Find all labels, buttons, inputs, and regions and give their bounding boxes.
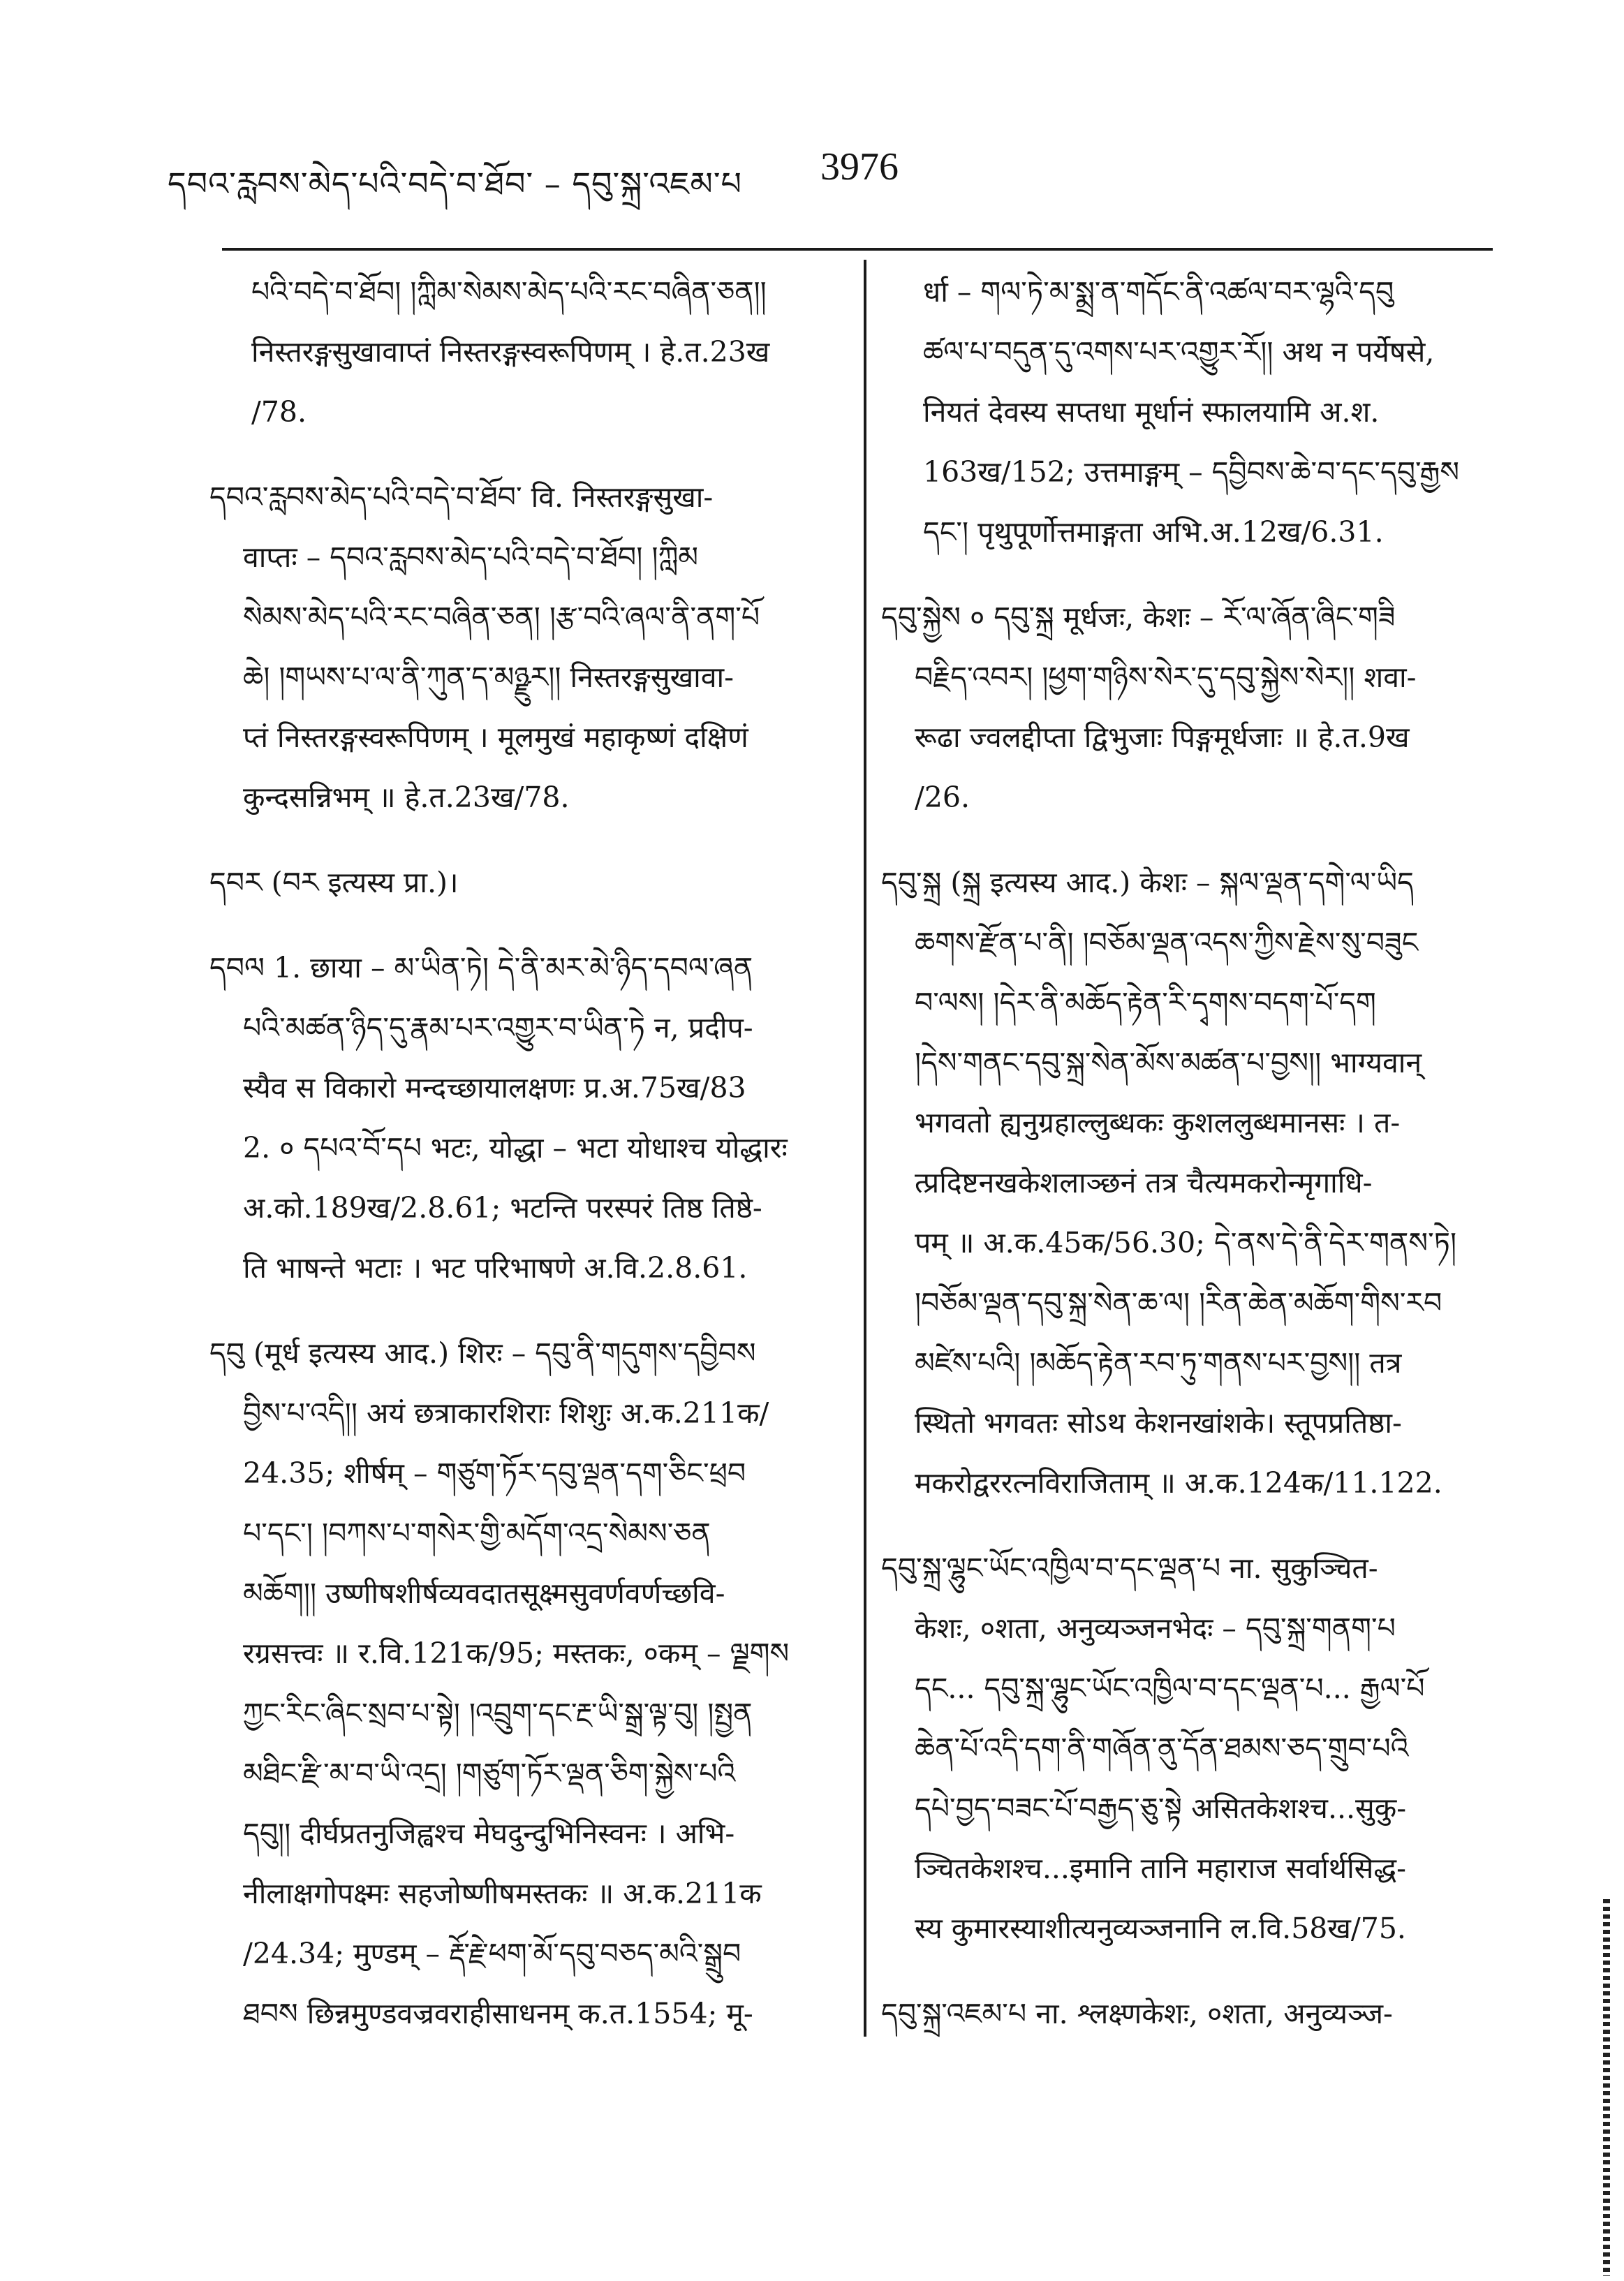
entry-text-line: །དེས་གནང་དབུ་སྐྲ་སེན་མོས་མཚན་པ་བྱས།། भाग्यवान् <box>915 1046 1422 1079</box>
dictionary-entry <box>881 1984 1496 2044</box>
right-column <box>881 262 1496 2069</box>
dictionary-entry <box>209 1323 810 2044</box>
entry-text-line: भगवतो ह्यनुग्रहाल्लुब्धकः कुशललुब्धमानसः । त- <box>915 1106 1401 1139</box>
entry-text-line: 24.35; शीर्षम् – གཙུག་ཏོར་དབུ་ལྡན་དག་ཅིང་ཕྲབ <box>243 1456 746 1490</box>
entry-headword-line: དབར (བར इत्यस्य प्रा.)। <box>209 866 459 899</box>
scan-edge-mark <box>1603 1899 1610 2276</box>
entry-text-line: དང་། पृथुपूर्णोत्तमाङ्गता अभि.अ.12ख/6.31. <box>923 515 1384 549</box>
entry-text-line: དབུ།། दीर्घप्रतनुजिह्वश्च मेघदुन्दुभिनिस्वनः । अभि- <box>243 1817 735 1850</box>
entry-headword-line: དབའ་རླབས་མེད་པའི་བདེ་བ་ཐོབ་ वि. निस्तरङ्गसुखा- <box>209 480 714 514</box>
entry-text-line: པའི་མཚན་ཉིད་དུ་རྣམ་པར་འགྱུར་བ་ཡིན་ཏེ न, प्रदीप- <box>243 1011 753 1044</box>
column-divider <box>864 260 866 2037</box>
entry-text-line: केशः, ०शता, अनुव्यञ्जनभेदः – དབུ་སྐྲ་གནག་པ <box>915 1611 1396 1645</box>
entry-text-line: कुन्दसन्निभम् ॥ हे.त.23ख/78. <box>243 781 570 814</box>
dictionary-entry <box>209 262 810 442</box>
entry-text-line: །བཅོམ་ལྡན་དབུ་སྐྲ་སེན་ཆ་ལ། །རིན་ཆེན་མཆོག་གིས་རབ <box>915 1286 1442 1320</box>
entry-text-line: 2. ० དཔའ་བོ་དཔ भटः, योद्धा – भटा योधाश्च योद्धारः <box>243 1131 788 1165</box>
entry-text-line: वाप्तः – དབའ་རླབས་མེད་པའི་བདེ་བ་ཐོབ། །ཀླིམ <box>243 540 699 574</box>
entry-text-line: मकरोद्वररत्नविराजिताम् ॥ अ.क.124क/11.122. <box>915 1466 1442 1500</box>
dictionary-entry <box>881 587 1496 827</box>
entry-text-line: प्तं निस्तरङ्गस्वरूपिणम् । मूलमुखं महाकृष्णं दक्षिणं <box>243 721 748 754</box>
entry-text-line: མཆོག།། उष्णीषशीर्षव्यवदातसूक्ष्मसुवर्णवर्णच्छवि- <box>243 1577 725 1610</box>
running-head: དབའ་རླབས་མེད་པའི་བདེ་བ་ཐོབ་ – དབུ་སྐྲ་འཇམ་པ <box>168 165 742 202</box>
page-number: 3976 <box>820 145 899 189</box>
entry-headword-line: དབལ 1. छाया – མ་ཡིན་ཏེ། དེ་ནི་མར་མེ་ཉིད་དབལ་ཞན <box>209 951 753 984</box>
entry-text-line: स्यैव स विकारो मन्दच्छायालक्षणः प्र.अ.75ख/83 <box>243 1071 746 1105</box>
entry-text-line: नियतं देवस्य सप्तधा मूर्धानं स्फालयामि अ.श. <box>923 395 1380 429</box>
entry-text-line: निस्तरङ्गसुखावाप्तं निस्तरङ्गस्वरूपिणम् । हे.त.23ख <box>251 335 770 369</box>
entry-text-line: 163ख/152; उत्तमाङ्गम् – དབྱིབས་ཆེ་བ་དང་དབུ་རྒྱས <box>923 455 1460 489</box>
entry-text-line: ཆགས་རྫོན་པ་ནི། །བཅོམ་ལྡན་འདས་ཀྱིས་རྗེས་སུ་བཟུང <box>915 926 1419 959</box>
entry-text-line: པ་དང་། །བཀས་པ་གསེར་གྱི་མདོག་འདྲ་སེམས་ཅན <box>243 1516 711 1550</box>
entry-text-line: ञ्चितकेशश्च...इमानि तानि महाराज सर्वार्थसिद्ध- <box>915 1852 1407 1885</box>
entry-text-line: स्य कुमारस्याशीत्यनुव्यञ्जनानि ल.वि.58ख/75. <box>915 1912 1406 1945</box>
entry-text-line: ཐབས छिन्नमुण्डवज्रवराहीसाधनम् क.त.1554; मू- <box>243 1997 753 2030</box>
entry-text-line: དང... དབུ་སྐྲ་ལྷུང་ཡོང་འཁྱིལ་བ་དང་ལྡན་པ... རྒྱལ་པོ <box>915 1671 1425 1705</box>
entry-text-line: ཀྱང་རིང་ཞིང་སྲབ་པ་སྟེ། །འབྲུག་དང་རྔ་ཡི་སྒྲ་ལྟ་བུ། །སྤྱན <box>243 1697 753 1730</box>
entry-text-line: स्थितो भगवतः सोऽथ केशनखांशके। स्तूपप्रतिष्ठा- <box>915 1406 1402 1440</box>
entry-headword-line: དབུ་སྐྲ་འཇམ་པ ना. श्लक्ष्णकेशः, ०शता, अनुव्यञ्ज- <box>881 1997 1393 2030</box>
entry-text-line: ཚལ་པ་བདུན་དུ་འགས་པར་འགྱུར་རོ།། अथ न पर्येषसे, <box>923 335 1435 369</box>
entry-text-line: ཆེ། །གཡས་པ་ལ་ནི་ཀུན་ད་མཉྫུར།། निस्तरङ्गसुखावा- <box>243 660 735 694</box>
entry-text-line: དཔེ་བྱད་བཟང་པོ་བརྒྱད་ཅུ་སྟེ असितकेशश्च...सुकु- <box>915 1792 1407 1825</box>
entry-text-line: र्धा – གལ་ཏེ་མ་སྨྲ་ན་གདོང་ནི་འཚལ་བར་ལྷའི་དབུ <box>923 275 1394 309</box>
dictionary-entry <box>881 262 1496 562</box>
entry-text-line: བྱིས་པ་འདི།། अयं छत्राकारशिराः शिशुः अ.क.211क/ <box>243 1396 769 1430</box>
entry-text-line: མཐིང་རྫི་མ་བ་ཡི་འདྲ། །གཙུག་ཏོར་ལྡན་ཅིག་སྐྱེས་པའི <box>243 1757 736 1790</box>
entry-text-line: མཛེས་པའི། །མཆོད་རྟེན་རབ་ཏུ་གནས་པར་བྱས།། तत्र <box>915 1346 1402 1380</box>
entry-text-line: བ་ལས། །དེར་ནི་མཆོད་རྟེན་རི་དྭགས་བདག་པོ་དག <box>915 986 1376 1019</box>
entry-text-line: पम् ॥ अ.क.45क/56.30; དེ་ནས་དེ་ནི་དེར་གནས་ཏེ། <box>915 1226 1457 1260</box>
entry-headword-line: དབུ (मूर्ध इत्यस्य आद.) शिरः – དབུ་ནི་གདུགས་དབྱིབས <box>209 1336 756 1370</box>
dictionary-entry <box>209 467 810 827</box>
entry-text-line: ति भाषन्ते भटाः । भट परिभाषणे अ.वि.2.8.61. <box>243 1251 748 1285</box>
entry-text-line: ཆེན་པོ་འདི་དག་ནི་གཞོན་ནུ་དོན་ཐམས་ཅད་གྲུབ་པའི <box>915 1732 1409 1765</box>
dictionary-entry <box>881 1538 1496 1958</box>
entry-headword-line: དབུ་སྐྲ་ལྷུང་ཡོང་འཁྱིལ་བ་དང་ལྡན་པ ना. सुकुञ्चित- <box>881 1551 1378 1585</box>
entry-text-line: /24.34; मुण्डम् – རྡོ་རྗེ་ཕག་མོ་དབུ་བཅད་མའི་སྒྲུབ <box>243 1937 741 1970</box>
entry-text-line: नीलाक्षगोपक्ष्मः सहजोष्णीषमस्तकः ॥ अ.क.211क <box>243 1877 762 1910</box>
entry-text-line: པའི་བདེ་བ་ཐོབ། །ཀླིམ་སེམས་མེད་པའི་རང་བཞིན་ཅན།། <box>251 275 767 309</box>
entry-headword-line: དབུ་སྐྲ (སྐྲ इत्यस्य आद.) केशः – སྐལ་ལྡན་དགེ་ལ་ཡིད <box>881 866 1414 899</box>
entry-text-line: སེམས་མེད་པའི་རང་བཞིན་ཅན། །རྩ་བའི་ཞལ་ནི་ནག་པོ <box>243 600 760 634</box>
entry-text-line: रूढा ज्वलद्दीप्ता द्विभुजाः पिङ्गमूर्धजाः ॥ हे.त.9ख <box>915 721 1410 754</box>
entry-text-line: त्प्रदिष्टनखकेशलाञ्छनं तत्र चैत्यमकरोन्मृगाधि- <box>915 1166 1373 1199</box>
entry-text-line: रग्रसत्त्वः ॥ र.वि.121क/95; मस्तकः, ०कम् – ལྗགས <box>243 1637 790 1670</box>
dictionary-entry <box>209 852 810 913</box>
left-column <box>209 262 810 2069</box>
header-rule <box>222 248 1493 251</box>
entry-text-line: /78. <box>251 395 307 429</box>
entry-text-line: /26. <box>915 781 970 814</box>
entry-headword-line: དབུ་སྐྱེས ० དབུ་སྐྲ मूर्धजः, केशः – རོ་ལ་ཞོན་ཞིང་གཟི <box>881 600 1396 634</box>
dictionary-entry <box>209 938 810 1298</box>
entry-text-line: བརྗིད་འབར། །ཕྱག་གཉིས་སེར་དུ་དབུ་སྐྱེས་སེར།། शवा- <box>915 660 1417 694</box>
entry-text-line: अ.को.189ख/2.8.61; भटन्ति परस्परं तिष्ठ तिष्ठे- <box>243 1191 762 1225</box>
page-header <box>168 136 1494 213</box>
dictionary-entry <box>881 852 1496 1513</box>
